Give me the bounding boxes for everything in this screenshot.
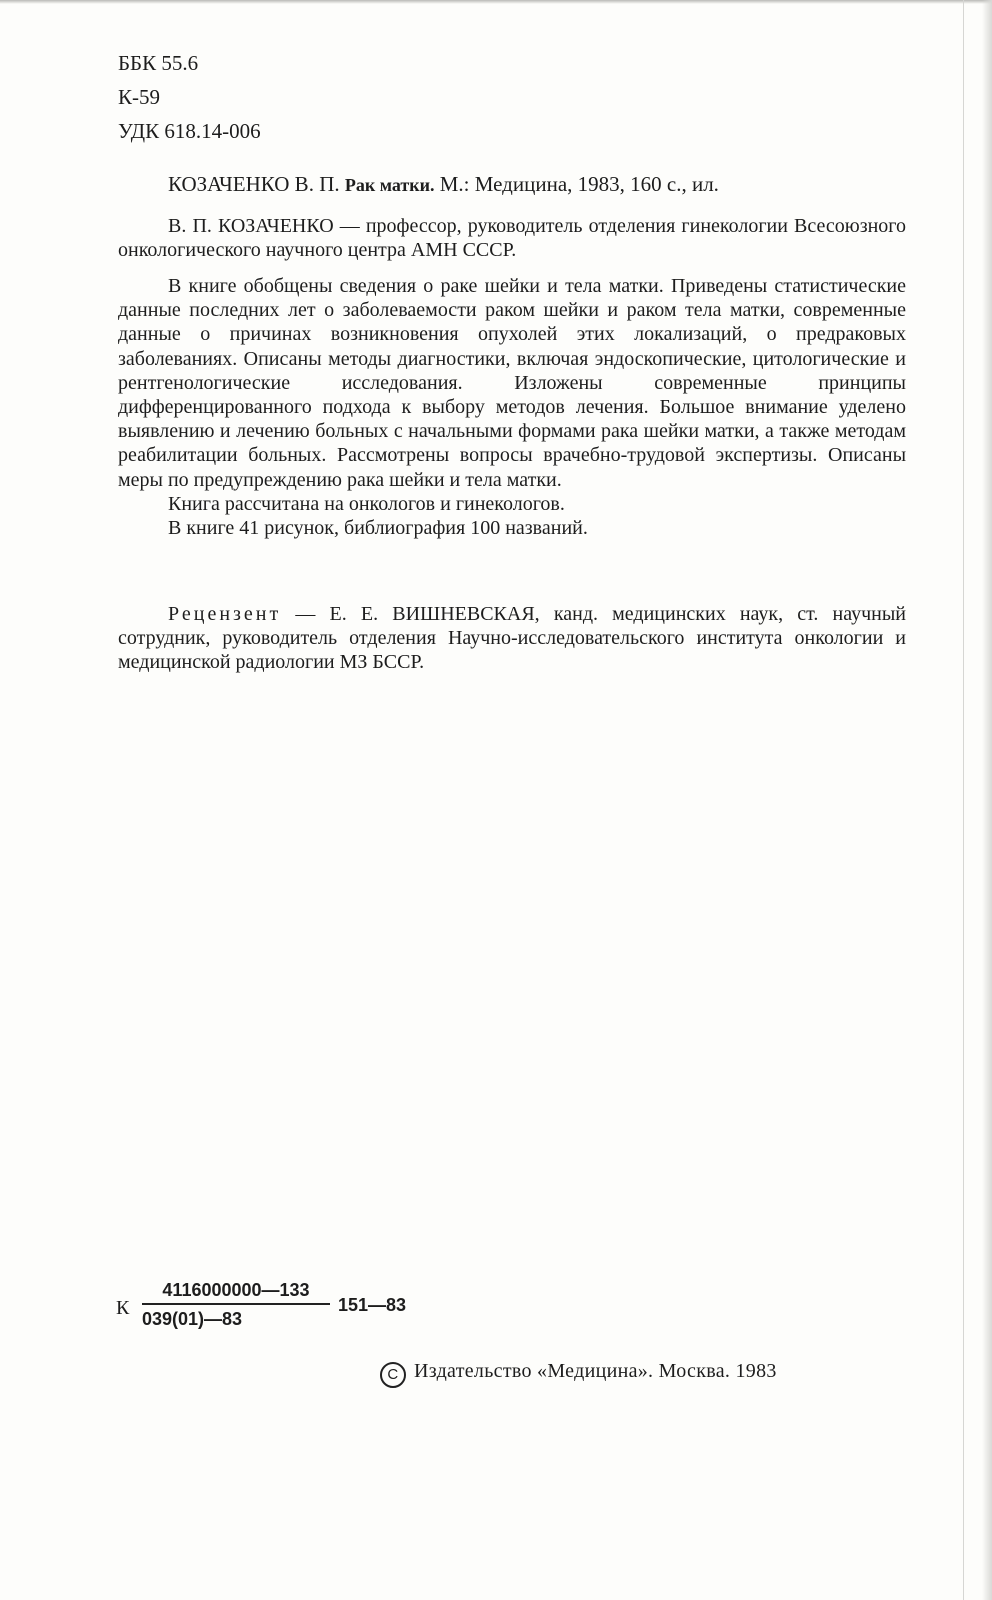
reviewer-note bbox=[118, 602, 906, 675]
copyright-icon: C bbox=[380, 1362, 406, 1388]
scan-shadow-top bbox=[0, 0, 992, 4]
annotation-main: В книге обобщены сведения о раке шейки и тела матки. Приведены статистические данные последних лет о заболеваемости раком шейки и раком тела матки, современные данные о причинах возникновения опухолей этих локализаций, о предраковых заболеваниях. Описаны методы диагностики, включая эндоскопические, цитологические и рентгенологические исследования. Изложены современные принципы дифференцированного подхода к выбору методов лечения. Большое внимание уделено выявлению и лечению больных с начальными формами рака шейки матки, а также методам реабилитации больных. Рассмотрены вопросы врачебно-трудовой экспертизы. Описаны меры по предупреждению рака шейки и тела матки. bbox=[118, 275, 906, 491]
index-numerator: 4116000000—133 bbox=[142, 1280, 330, 1305]
index-denominator: 039(01)—83 bbox=[142, 1309, 243, 1329]
index-code: 151—83 bbox=[338, 1295, 407, 1315]
index-letter: К bbox=[116, 1297, 130, 1319]
copyright-line bbox=[380, 1360, 777, 1388]
author-note-text: — профессор, руководитель отделения гинекологии Всесоюзного онкологического научного центра АМН СССР. bbox=[118, 215, 906, 262]
record-author: КОЗАЧЕНКО В. П. bbox=[168, 172, 340, 196]
annotation-contents: В книге 41 рисунок, библиография 100 названий. bbox=[168, 517, 588, 540]
scan-fold-line bbox=[963, 0, 964, 1600]
author-mark: К-59 bbox=[118, 85, 160, 109]
scan-shadow-right bbox=[982, 0, 992, 1600]
classification-codes bbox=[118, 46, 261, 148]
record-title: Рак матки. bbox=[344, 175, 435, 195]
index-fraction bbox=[142, 1280, 330, 1330]
reviewer-label: Рецензент bbox=[168, 603, 282, 625]
publication-index bbox=[116, 1280, 436, 1340]
annotation-audience: Книга рассчитана на онкологов и гинекологов. bbox=[168, 492, 565, 515]
bibliographic-record bbox=[118, 172, 906, 197]
bbk-code: ББК 55.6 bbox=[118, 51, 199, 75]
udk-code: УДК 618.14-006 bbox=[118, 119, 261, 143]
reviewer-text: — Е. Е. ВИШНЕВСКАЯ, канд. медицинских наук, ст. научный сотрудник, руководитель отделения Научно-исследовательского института онкологии и медицинской радиологии МЗ БССР. bbox=[118, 603, 906, 674]
record-imprint: М.: Медицина, 1983, 160 с., ил. bbox=[439, 172, 719, 196]
copyright-text: Издательство «Медицина». Москва. 1983 bbox=[414, 1360, 777, 1382]
annotation bbox=[118, 274, 906, 540]
author-note-name: В. П. КОЗАЧЕНКО bbox=[168, 215, 334, 237]
author-note bbox=[118, 214, 906, 262]
